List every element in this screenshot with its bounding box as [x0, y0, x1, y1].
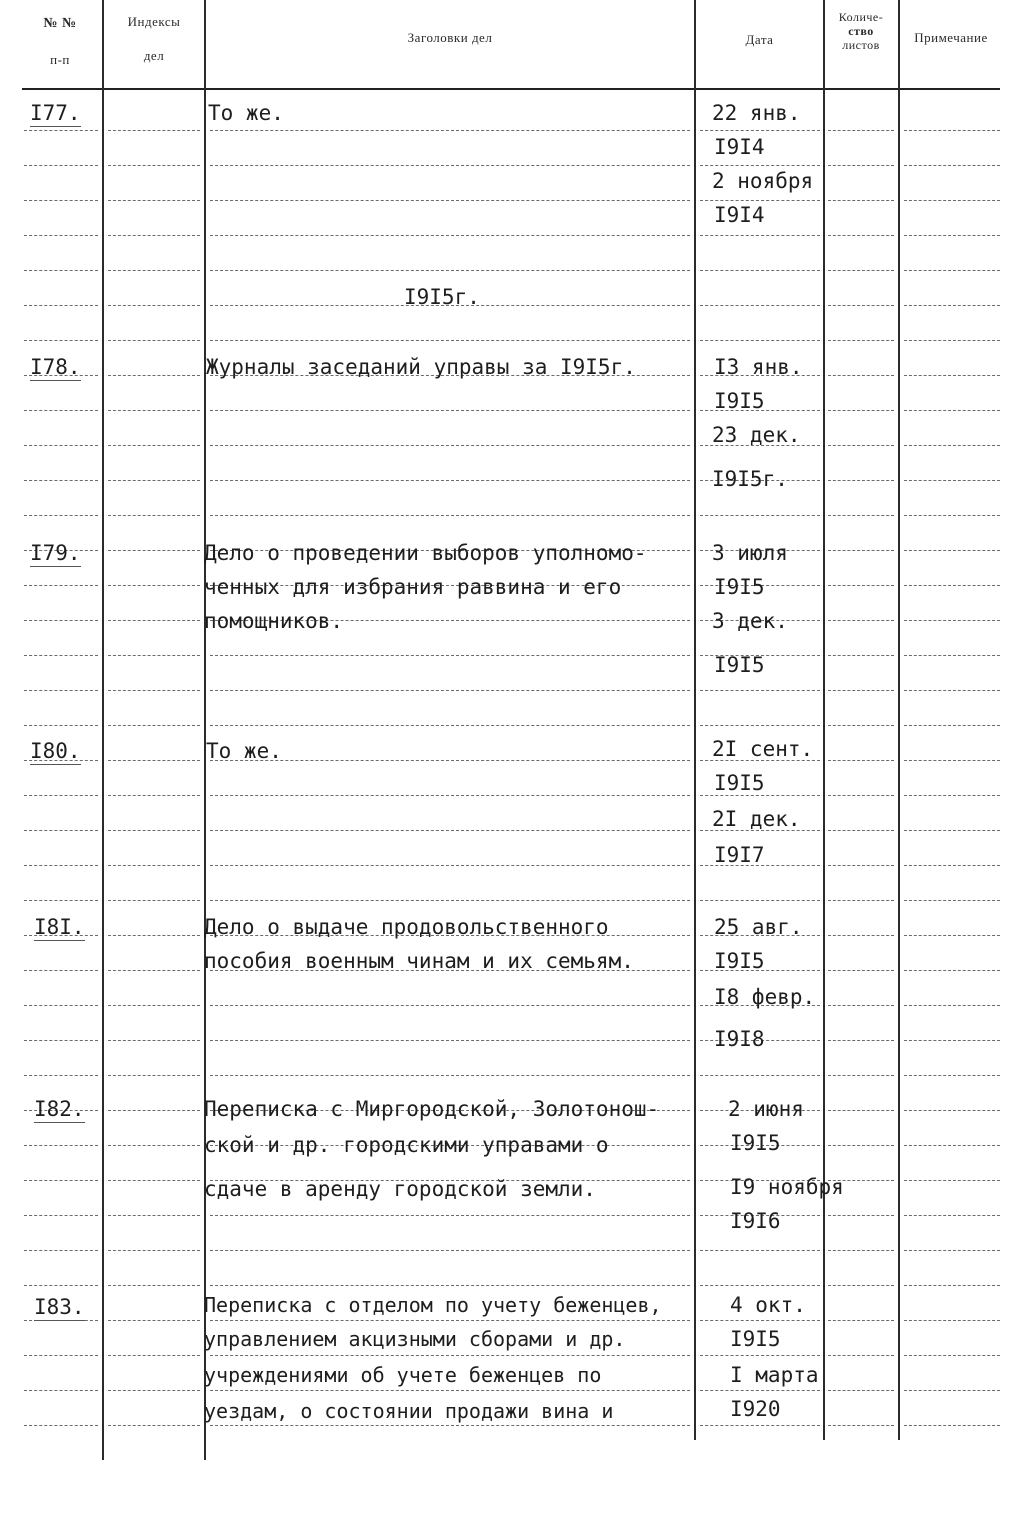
record-title-line: Переписка с отделом по учету беженцев,: [204, 1293, 662, 1317]
guide-line: [700, 1075, 820, 1076]
guide-line: [108, 1390, 200, 1391]
guide-line: [700, 725, 820, 726]
header-index: [104, 14, 204, 64]
guide-line: [210, 1215, 690, 1216]
guide-line: [904, 550, 1000, 551]
record-title-line: ской и др. городскими управами о: [204, 1133, 609, 1157]
record-date-line: I9I8: [714, 1027, 765, 1051]
record-title-line: То же.: [208, 101, 284, 125]
guide-line: [828, 130, 894, 131]
guide-line: [828, 550, 894, 551]
guide-line: [210, 1250, 690, 1251]
guide-line: [108, 900, 200, 901]
guide-line: [108, 760, 200, 761]
guide-line: [904, 1040, 1000, 1041]
header-title: Заголовки дел: [407, 30, 493, 45]
guide-line: [108, 550, 200, 551]
guide-line: [700, 200, 820, 201]
guide-line: [108, 515, 200, 516]
guide-line: [108, 1215, 200, 1216]
record-number: I77.: [30, 101, 81, 125]
guide-line: [210, 200, 690, 201]
guide-line: [210, 410, 690, 411]
guide-line: [828, 200, 894, 201]
record-title-line: учреждениями об учете беженцев по: [204, 1363, 602, 1387]
guide-line: [828, 795, 894, 796]
guide-line: [828, 1425, 894, 1426]
guide-line: [700, 1390, 820, 1391]
guide-line: [904, 725, 1000, 726]
guide-line: [24, 445, 98, 446]
guide-line: [108, 1180, 200, 1181]
guide-line: [210, 130, 690, 131]
record-date-line: I9I5: [714, 653, 765, 677]
record-date-line: I9I6: [730, 1209, 781, 1233]
guide-line: [828, 410, 894, 411]
record-number: I79.: [30, 541, 81, 565]
header-sheets: [824, 10, 898, 52]
guide-line: [108, 655, 200, 656]
guide-line: [700, 1355, 820, 1356]
header-rule: [22, 88, 1000, 90]
guide-line: [24, 1215, 98, 1216]
guide-line: [210, 1040, 690, 1041]
guide-line: [904, 585, 1000, 586]
record-number: I82.: [34, 1097, 85, 1121]
guide-line: [24, 795, 98, 796]
guide-line: [210, 760, 690, 761]
header-sheets-line3: листов: [842, 38, 880, 52]
guide-line: [828, 1110, 894, 1111]
header-index-line2: дел: [143, 48, 165, 63]
guide-line: [210, 480, 690, 481]
record-date-line: I9I7: [714, 843, 765, 867]
guide-line: [108, 1320, 200, 1321]
record-number: I8I.: [34, 915, 85, 939]
guide-line: [700, 900, 820, 901]
guide-line: [24, 970, 98, 971]
guide-line: [904, 1355, 1000, 1356]
guide-line: [24, 620, 98, 621]
guide-line: [904, 620, 1000, 621]
guide-line: [108, 305, 200, 306]
guide-line: [904, 340, 1000, 341]
guide-line: [210, 1075, 690, 1076]
record-date-line: I9I5: [730, 1327, 781, 1351]
guide-line: [904, 410, 1000, 411]
guide-line: [904, 655, 1000, 656]
guide-line: [24, 165, 98, 166]
guide-line: [24, 410, 98, 411]
guide-line: [24, 1075, 98, 1076]
record-date-line: I920: [730, 1397, 781, 1421]
guide-line: [210, 270, 690, 271]
guide-line: [24, 865, 98, 866]
record-date-line: 3 июля: [712, 541, 788, 565]
guide-line: [108, 410, 200, 411]
record-date-line: 2 ноября: [712, 169, 814, 193]
guide-line: [828, 340, 894, 341]
guide-line: [904, 235, 1000, 236]
guide-line: [904, 1075, 1000, 1076]
guide-line: [828, 1250, 894, 1251]
guide-line: [108, 270, 200, 271]
guide-line: [24, 1390, 98, 1391]
guide-line: [700, 515, 820, 516]
guide-line: [828, 515, 894, 516]
guide-line: [108, 1110, 200, 1111]
guide-line: [24, 130, 98, 131]
guide-line: [904, 165, 1000, 166]
guide-line: [904, 200, 1000, 201]
guide-line: [24, 1355, 98, 1356]
guide-line: [904, 1005, 1000, 1006]
guide-line: [24, 1180, 98, 1181]
record-date-line: I марта: [730, 1363, 819, 1387]
guide-line: [700, 340, 820, 341]
guide-line: [828, 1145, 894, 1146]
guide-line: [904, 1180, 1000, 1181]
guide-line: [904, 375, 1000, 376]
guide-line: [828, 1390, 894, 1391]
guide-line: [24, 1145, 98, 1146]
guide-line: [828, 1355, 894, 1356]
year-heading: I9I5г.: [404, 285, 480, 309]
guide-line: [108, 130, 200, 131]
guide-line: [700, 1285, 820, 1286]
guide-line: [904, 795, 1000, 796]
guide-line: [108, 235, 200, 236]
record-title-line: Дело о проведении выборов уполномо-: [204, 541, 647, 565]
guide-line: [210, 235, 690, 236]
record-date-line: I8 февр.: [714, 985, 816, 1009]
guide-line: [828, 1285, 894, 1286]
guide-line: [108, 690, 200, 691]
guide-line: [828, 480, 894, 481]
guide-line: [828, 900, 894, 901]
guide-line: [210, 865, 690, 866]
guide-line: [904, 690, 1000, 691]
record-title-line: То же.: [206, 739, 282, 763]
guide-line: [828, 935, 894, 936]
guide-line: [24, 515, 98, 516]
header-index-line1: Индексы: [127, 14, 181, 29]
guide-line: [828, 305, 894, 306]
guide-line: [108, 1250, 200, 1251]
record-title-line: Переписка с Миргородской, Золотонош-: [204, 1097, 660, 1121]
guide-line: [24, 655, 98, 656]
guide-line: [828, 970, 894, 971]
guide-line: [828, 620, 894, 621]
guide-line: [24, 235, 98, 236]
guide-line: [904, 515, 1000, 516]
record-date-line: I9I5: [714, 389, 765, 413]
column-line-5: [898, 0, 900, 1440]
column-line-4: [823, 0, 825, 1440]
guide-line: [828, 1215, 894, 1216]
guide-line: [828, 760, 894, 761]
guide-line: [108, 340, 200, 341]
guide-line: [210, 1425, 690, 1426]
guide-line: [828, 655, 894, 656]
guide-line: [210, 1320, 690, 1321]
guide-line: [210, 830, 690, 831]
guide-line: [700, 235, 820, 236]
guide-line: [700, 1250, 820, 1251]
guide-line: [700, 130, 820, 131]
header-number-line2: п-п: [50, 52, 70, 67]
record-date-line: 2I сент.: [712, 737, 814, 761]
guide-line: [828, 165, 894, 166]
header-number: [20, 16, 100, 68]
record-date-line: 2 июня: [728, 1097, 804, 1121]
guide-line: [828, 585, 894, 586]
record-date-line: I9I4: [714, 135, 765, 159]
guide-line: [700, 270, 820, 271]
guide-line: [210, 795, 690, 796]
guide-line: [210, 1355, 690, 1356]
guide-line: [828, 690, 894, 691]
record-date-line: 3 дек.: [712, 609, 788, 633]
guide-line: [24, 1005, 98, 1006]
guide-line: [108, 1425, 200, 1426]
guide-line: [24, 725, 98, 726]
record-number: I83.: [34, 1295, 85, 1319]
guide-line: [108, 795, 200, 796]
guide-line: [904, 865, 1000, 866]
guide-line: [828, 725, 894, 726]
guide-line: [210, 1285, 690, 1286]
guide-line: [108, 165, 200, 166]
record-date-line: I9I5: [714, 575, 765, 599]
column-line-1: [102, 0, 104, 1460]
guide-line: [108, 480, 200, 481]
guide-line: [904, 1250, 1000, 1251]
guide-line: [108, 1285, 200, 1286]
guide-line: [904, 1145, 1000, 1146]
record-date-line: I3 янв.: [714, 355, 803, 379]
guide-line: [108, 1075, 200, 1076]
guide-line: [904, 1390, 1000, 1391]
guide-line: [210, 340, 690, 341]
guide-line: [210, 1390, 690, 1391]
guide-line: [828, 1075, 894, 1076]
guide-line: [904, 270, 1000, 271]
record-date-line: I9I5г.: [712, 467, 788, 491]
guide-line: [700, 1425, 820, 1426]
guide-line: [700, 690, 820, 691]
record-number: I80.: [30, 739, 81, 763]
guide-line: [24, 1425, 98, 1426]
header-number-line1: № №: [43, 16, 77, 31]
record-date-line: 23 дек.: [712, 423, 801, 447]
column-line-2: [204, 0, 206, 1460]
guide-line: [904, 130, 1000, 131]
guide-line: [700, 165, 820, 166]
record-date-line: 22 янв.: [712, 101, 801, 125]
guide-line: [210, 655, 690, 656]
guide-line: [828, 375, 894, 376]
guide-line: [108, 865, 200, 866]
header-date: Дата: [745, 32, 774, 47]
record-title-line: управлением акцизными сборами и др.: [204, 1327, 626, 1351]
guide-line: [210, 515, 690, 516]
guide-line: [24, 270, 98, 271]
guide-line: [108, 725, 200, 726]
guide-line: [904, 900, 1000, 901]
guide-line: [210, 445, 690, 446]
guide-line: [828, 270, 894, 271]
record-date-line: I9I5: [714, 771, 765, 795]
guide-line: [24, 585, 98, 586]
guide-line: [904, 1285, 1000, 1286]
guide-line: [108, 200, 200, 201]
record-title-line: сдаче в аренду городской земли.: [204, 1177, 596, 1201]
guide-line: [828, 830, 894, 831]
guide-line: [108, 585, 200, 586]
record-title-line: ченных для избрания раввина и его: [204, 575, 622, 599]
record-date-line: I9I5: [730, 1131, 781, 1155]
guide-line: [904, 830, 1000, 831]
guide-line: [828, 445, 894, 446]
guide-line: [904, 480, 1000, 481]
record-title-line: помощников.: [204, 609, 344, 633]
guide-line: [108, 1040, 200, 1041]
guide-line: [108, 830, 200, 831]
record-title-line: пособия военным чинам и их семьям.: [204, 949, 634, 973]
column-line-3: [694, 0, 696, 1440]
guide-line: [828, 865, 894, 866]
record-date-line: 25 авг.: [714, 915, 803, 939]
guide-line: [210, 165, 690, 166]
guide-line: [700, 1320, 820, 1321]
guide-line: [828, 1005, 894, 1006]
guide-line: [828, 235, 894, 236]
guide-line: [904, 760, 1000, 761]
guide-line: [210, 690, 690, 691]
guide-line: [108, 1355, 200, 1356]
guide-line: [210, 900, 690, 901]
record-title-line: Дело о выдаче продовольственного: [204, 915, 609, 939]
record-date-line: I9I5: [714, 949, 765, 973]
guide-line: [828, 1320, 894, 1321]
header-sheets-line2: ство: [848, 24, 874, 38]
guide-line: [24, 690, 98, 691]
guide-line: [904, 1425, 1000, 1426]
guide-line: [24, 200, 98, 201]
guide-line: [904, 1110, 1000, 1111]
guide-line: [904, 305, 1000, 306]
guide-line: [828, 1040, 894, 1041]
record-date-line: 2I дек.: [712, 807, 801, 831]
guide-line: [24, 480, 98, 481]
record-title-line: Журналы заседаний управы за I9I5г.: [206, 355, 636, 379]
guide-line: [904, 970, 1000, 971]
guide-line: [904, 445, 1000, 446]
guide-line: [108, 935, 200, 936]
guide-line: [904, 935, 1000, 936]
guide-line: [24, 1250, 98, 1251]
guide-line: [904, 1215, 1000, 1216]
guide-line: [210, 1005, 690, 1006]
guide-line: [24, 340, 98, 341]
guide-line: [700, 305, 820, 306]
guide-line: [24, 900, 98, 901]
guide-line: [24, 830, 98, 831]
record-date-line: 4 окт.: [730, 1293, 806, 1317]
guide-line: [210, 725, 690, 726]
guide-line: [108, 1145, 200, 1146]
record-number: I78.: [30, 355, 81, 379]
record-date-line: I9 ноября: [730, 1175, 844, 1199]
guide-line: [24, 1040, 98, 1041]
guide-line: [108, 1005, 200, 1006]
guide-line: [108, 445, 200, 446]
guide-line: [904, 1320, 1000, 1321]
guide-line: [108, 375, 200, 376]
header-sheets-line1: Количе-: [838, 10, 884, 24]
guide-line: [108, 970, 200, 971]
guide-line: [24, 305, 98, 306]
header-note: Примечание: [914, 30, 988, 45]
record-date-line: I9I4: [714, 203, 765, 227]
record-title-line: уездам, о состоянии продажи вина и: [204, 1399, 614, 1423]
guide-line: [108, 620, 200, 621]
guide-line: [24, 1285, 98, 1286]
